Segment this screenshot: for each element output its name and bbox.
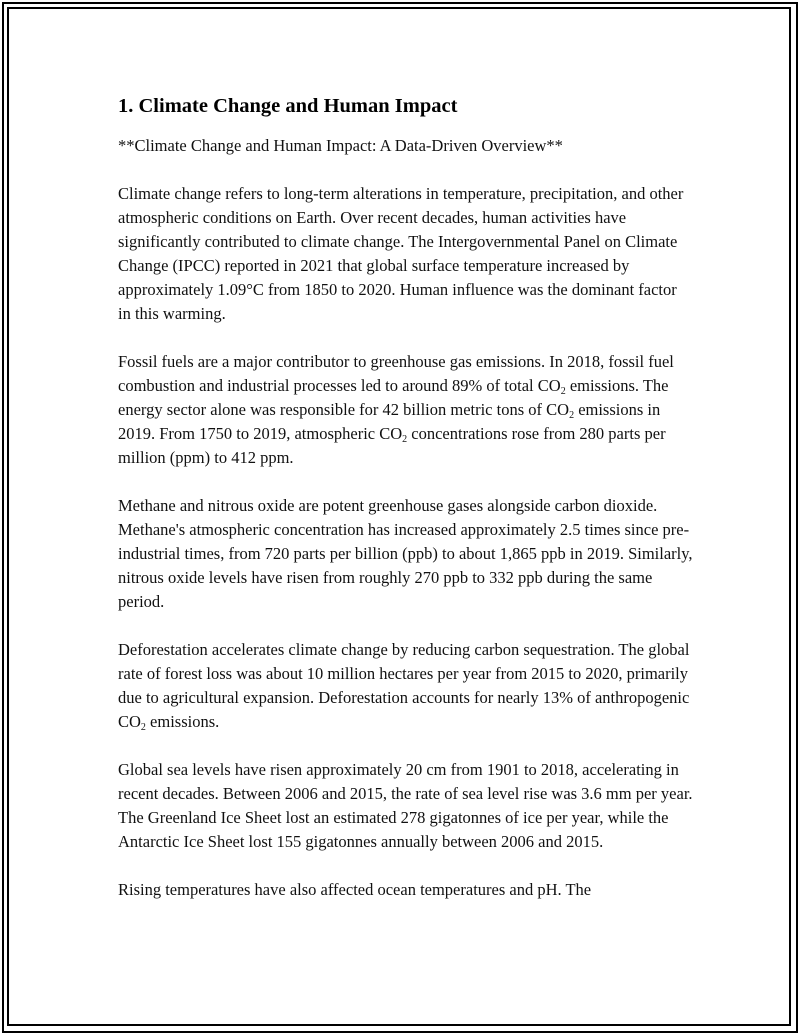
paragraph-methane: Methane and nitrous oxide are potent greenhouse gases alongside carbon dioxide. Methane's atmospheric concentration has increased approximately 2.5 times since pre-industrial times, from 720 parts per billion (ppb) to about 1,865 ppb in 2019. Similarly, nitrous oxide levels have risen from roughly 270 ppb to 332 ppb during the same period.	[118, 496, 693, 611]
document-subtitle: **Climate Change and Human Impact: A Data-Driven Overview**	[118, 136, 563, 155]
paragraph-text: Fossil fuels are a major contributor to greenhouse gas emissions. In 2018, fossil fuel combustion and industrial processes led to around 89% of total CO	[118, 352, 674, 395]
paragraph-text: emissions in 2019. From 1750 to 2019, atmospheric CO	[118, 400, 661, 443]
paragraph-text: emissions.	[145, 712, 220, 731]
section-heading: 1. Climate Change and Human Impact	[118, 95, 458, 117]
paragraph-fossil-fuels	[118, 350, 693, 470]
paragraph-text: concentrations rose from 280 parts per million (ppm) to 412 ppm.	[118, 424, 666, 467]
paragraph-climate-definition: Climate change refers to long-term alterations in temperature, precipitation, and other atmospheric conditions on Earth. Over recent decades, human activities have significantly contributed to climate change. The Intergovernmental Panel on Climate Change (IPCC) reported in 2021 that global surface temperature increased by approximately 1.09°C from 1850 to 2020. Human influence was the dominant factor in this warming.	[118, 184, 684, 323]
subscript: 2	[140, 722, 146, 733]
subscript: 2	[560, 386, 566, 397]
paragraph-text: emissions. The energy sector alone was responsible for 42 billion metric tons of CO	[118, 376, 669, 419]
paragraph-deforestation	[118, 638, 693, 734]
paragraph-text: Deforestation accelerates climate change by reducing carbon sequestration. The global rate of forest loss was about 10 million hectares per year from 2015 to 2020, primarily due to agricultural expansion. Deforestation accounts for nearly 13% of anthropogenic CO	[118, 640, 690, 731]
document-body	[118, 92, 693, 926]
subscript: 2	[569, 410, 575, 421]
paragraph-ocean: Rising temperatures have also affected ocean temperatures and pH. The	[118, 880, 592, 899]
subscript: 2	[402, 434, 408, 445]
paragraph-sea-levels: Global sea levels have risen approximately 20 cm from 1901 to 2018, accelerating in recent decades. Between 2006 and 2015, the rate of sea level rise was 3.6 mm per year. The Greenland Ice Sheet lost an estimated 278 gigatonnes of ice per year, while the Antarctic Ice Sheet lost 155 gigatonnes annually between 2006 and 2015.	[118, 760, 693, 851]
